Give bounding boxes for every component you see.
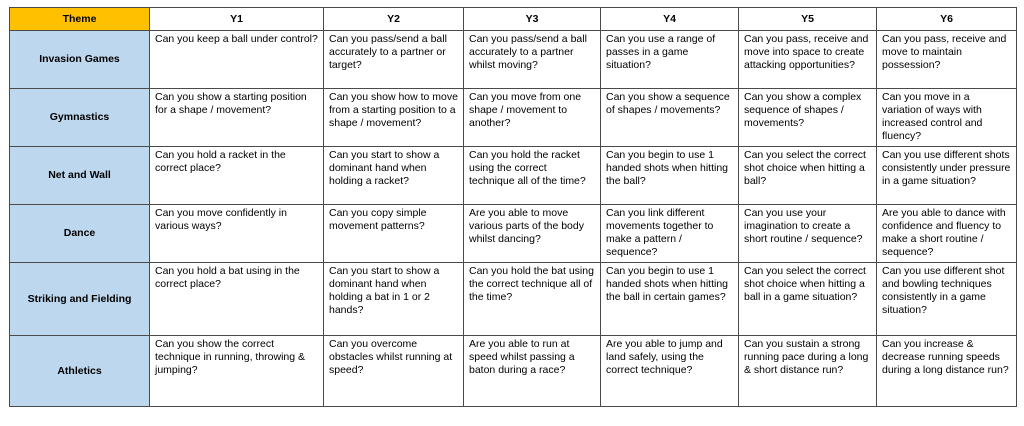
theme-cell-athletics: Athletics	[10, 336, 150, 407]
theme-cell-invasion-games: Invasion Games	[10, 31, 150, 89]
table-cell: Can you use your imagination to create a short routine / sequence?	[739, 205, 877, 263]
table-cell: Can you pass, receive and move into space to create attacking opportunities?	[739, 31, 877, 89]
table-cell: Can you begin to use 1 handed shots when hitting the ball?	[601, 147, 739, 205]
theme-cell-dance: Dance	[10, 205, 150, 263]
table-cell: Can you copy simple movement patterns?	[324, 205, 464, 263]
table-cell: Can you increase & decrease running speeds during a long distance run?	[877, 336, 1017, 407]
table-cell: Are you able to jump and land safely, using the correct technique?	[601, 336, 739, 407]
table-cell: Can you pass, receive and move to maintain possession?	[877, 31, 1017, 89]
table-cell: Can you move confidently in various ways?	[150, 205, 324, 263]
table-cell: Are you able to run at speed whilst passing a baton during a race?	[464, 336, 601, 407]
table-cell: Can you move in a variation of ways with increased control and fluency?	[877, 89, 1017, 147]
year-header-y4: Y4	[601, 8, 739, 31]
table-cell: Can you show a starting position for a shape / movement?	[150, 89, 324, 147]
table-row-net-and-wall	[10, 147, 1017, 205]
table-cell: Can you show a complex sequence of shapes / movements?	[739, 89, 877, 147]
table-row-dance	[10, 205, 1017, 263]
year-header-y5: Y5	[739, 8, 877, 31]
table-row-gymnastics	[10, 89, 1017, 147]
theme-column-header: Theme	[10, 8, 150, 31]
table-cell: Are you able to move various parts of the body whilst dancing?	[464, 205, 601, 263]
table-cell: Can you overcome obstacles whilst running at speed?	[324, 336, 464, 407]
table-row-striking-and-fielding	[10, 263, 1017, 336]
theme-cell-gymnastics: Gymnastics	[10, 89, 150, 147]
curriculum-table-container	[9, 7, 1017, 407]
table-cell: Can you use different shot and bowling techniques consistently in a game situation?	[877, 263, 1017, 336]
year-header-y2: Y2	[324, 8, 464, 31]
pe-skills-progression-table	[9, 7, 1017, 407]
theme-cell-striking-and-fielding: Striking and Fielding	[10, 263, 150, 336]
table-cell: Can you hold the racket using the correct technique all of the time?	[464, 147, 601, 205]
table-row-athletics	[10, 336, 1017, 407]
theme-cell-net-and-wall: Net and Wall	[10, 147, 150, 205]
table-cell: Can you hold a bat using in the correct place?	[150, 263, 324, 336]
table-cell: Can you use different shots consistently under pressure in a game situation?	[877, 147, 1017, 205]
year-header-y6: Y6	[877, 8, 1017, 31]
table-cell: Can you keep a ball under control?	[150, 31, 324, 89]
year-header-y1: Y1	[150, 8, 324, 31]
table-row-invasion-games	[10, 31, 1017, 89]
table-cell: Can you sustain a strong running pace during a long & short distance run?	[739, 336, 877, 407]
table-cell: Can you start to show a dominant hand when holding a racket?	[324, 147, 464, 205]
table-cell: Can you use a range of passes in a game situation?	[601, 31, 739, 89]
table-cell: Can you hold the bat using the correct technique all of the time?	[464, 263, 601, 336]
table-cell: Can you show how to move from a starting position to a shape / movement?	[324, 89, 464, 147]
year-header-y3: Y3	[464, 8, 601, 31]
header-row	[10, 8, 1017, 31]
table-cell: Can you begin to use 1 handed shots when hitting the ball in certain games?	[601, 263, 739, 336]
table-cell: Can you pass/send a ball accurately to a partner whilst moving?	[464, 31, 601, 89]
table-cell: Can you hold a racket in the correct place?	[150, 147, 324, 205]
table-cell: Can you pass/send a ball accurately to a partner or target?	[324, 31, 464, 89]
table-cell: Can you show a sequence of shapes / movements?	[601, 89, 739, 147]
table-cell: Can you show the correct technique in running, throwing & jumping?	[150, 336, 324, 407]
table-cell: Can you select the correct shot choice when hitting a ball?	[739, 147, 877, 205]
table-cell: Can you link different movements together to make a pattern / sequence?	[601, 205, 739, 263]
table-cell: Are you able to dance with confidence and fluency to make a short routine / sequence?	[877, 205, 1017, 263]
table-cell: Can you select the correct shot choice when hitting a ball in a game situation?	[739, 263, 877, 336]
table-cell: Can you move from one shape / movement to another?	[464, 89, 601, 147]
table-cell: Can you start to show a dominant hand when holding a bat in 1 or 2 hands?	[324, 263, 464, 336]
